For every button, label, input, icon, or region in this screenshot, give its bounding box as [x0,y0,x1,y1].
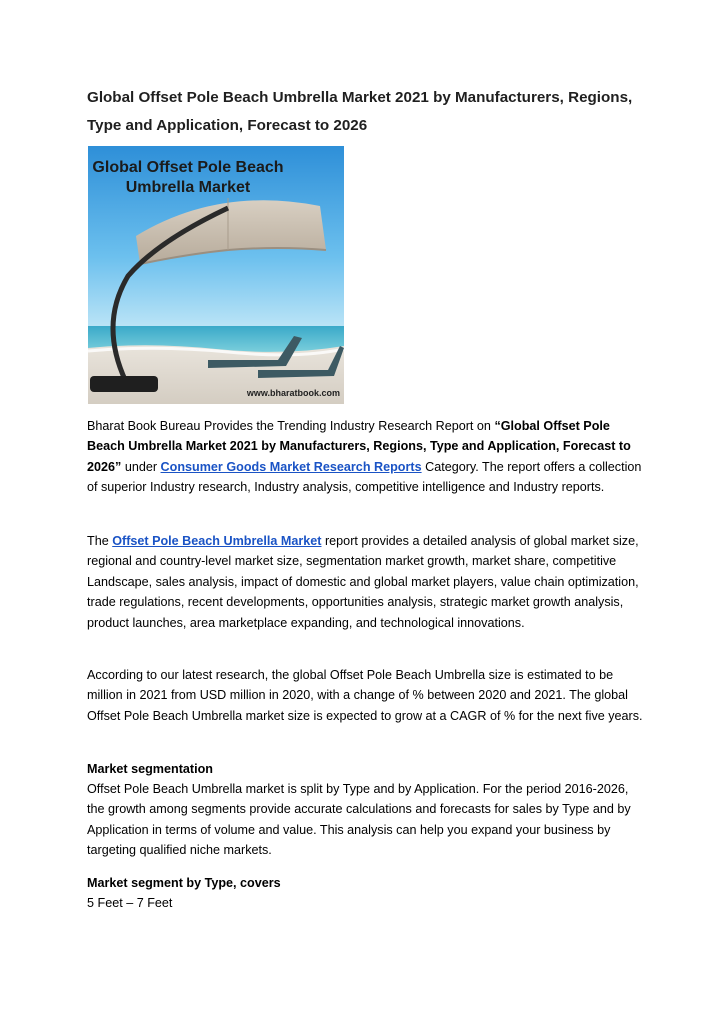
research-paragraph: According to our latest research, the global Offset Pole Beach Umbrella size is estimated to be million in 2021 from USD million in 2020, with a change of % between 2020 and 2021. The global Offset Pole Beach Umbrella market size is expected to grow at a CAGR of % for the next five years. [87,668,643,723]
report-name: “Global Offset Pole Beach Umbrella Market 2021 by Manufacturers, Regions, Type and Application, Forecast to 2026” [87,419,631,474]
hero-site-watermark: www.bharatbook.com [246,388,340,398]
report-summary-paragraph [87,531,647,633]
segmentation-paragraph: Offset Pole Beach Umbrella market is split by Type and by Application. For the period 2016-2026, the growth among segments provide accurate calculations and forecasts for sales by Type and by Application in terms of volume and value. This analysis can help you expand your business by targeting qualified niche markets. [87,782,631,858]
summary-tail: report provides a detailed analysis of global market size, regional and country-level market size, segmentation market growth, market share, competitive Landscape, sales analysis, impact of domestic and global market players, value chain optimization, trade regulations, recent developments, opportunities analysis, strategic market growth analysis, product launches, area marketplace expanding, and technological innovations. [87,534,639,630]
intro-tail: Category. The report offers a collection of superior Industry research, Industry analysis, competitive intelligence and Industry reports. [87,459,642,495]
hero-image [88,146,344,404]
type-segment-heading: Market segment by Type, covers [87,876,281,890]
category-link[interactable]: Consumer Goods Market Research Reports [160,459,422,474]
document-title: Global Offset Pole Beach Umbrella Market 2021 by Manufacturers, Regions, Type and Application, Forecast to 2026 [87,89,633,134]
hero-title-line2: Umbrella Market [125,179,251,196]
intro-under: under [121,459,161,474]
intro-lead: Bharat Book Bureau Provides the Trending Industry Research Report on [87,419,495,433]
market-link[interactable]: Offset Pole Beach Umbrella Market [112,534,322,548]
hero-title-line1: Global Offset Pole Beach [92,159,284,176]
type-segment-item: 5 Feet – 7 Feet [87,896,173,910]
hero-title [88,158,288,198]
summary-lead: The [87,534,113,548]
intro-paragraph [87,416,647,498]
segmentation-heading: Market segmentation [87,762,213,776]
